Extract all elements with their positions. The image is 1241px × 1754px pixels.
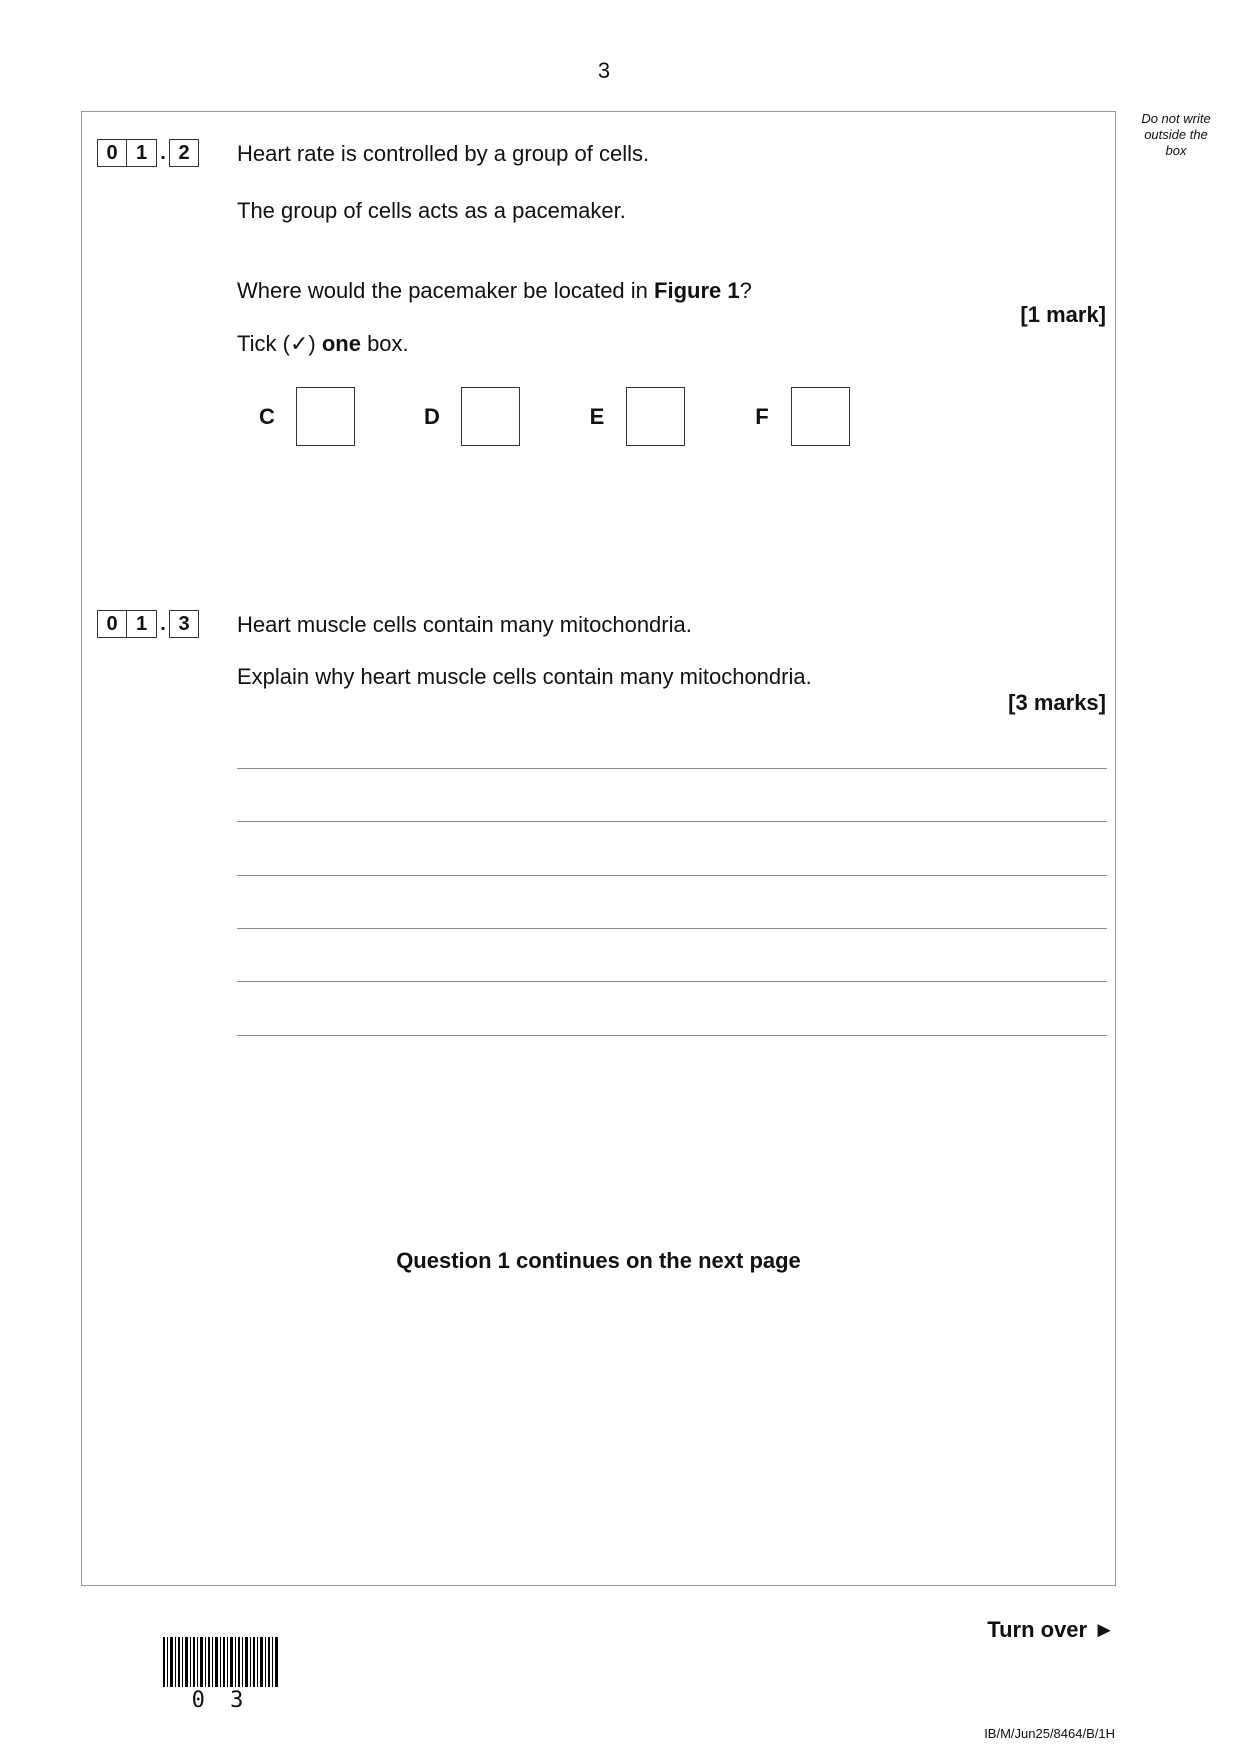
question-digit: 2: [169, 139, 199, 167]
question-number-01-2: [97, 139, 199, 167]
question-012-prompt: [237, 277, 752, 305]
tick-instruction-text: Tick (✓): [237, 331, 322, 356]
question-number-dot: .: [160, 613, 166, 635]
tick-instruction-end: box.: [360, 331, 409, 356]
question-number-dot: .: [160, 142, 166, 164]
question-digit: 0: [97, 610, 127, 638]
tick-option-e: [568, 387, 733, 446]
page-number: 3: [597, 58, 611, 83]
prompt-text: Where would the pacemaker be located in: [237, 278, 655, 303]
question-number-01-3: [97, 610, 199, 638]
question-012-line1: Heart rate is controlled by a group of cells.: [237, 141, 650, 166]
question-012-tick-instruction: [237, 330, 409, 358]
barcode-icon: [163, 1637, 278, 1687]
barcode-text: 0 3: [191, 1688, 250, 1713]
tick-option-c: [238, 387, 403, 446]
question-013-marks: [3 marks]: [1008, 690, 1106, 715]
answer-line[interactable]: [237, 981, 1107, 982]
tick-option-label: C: [259, 403, 275, 429]
question-013-line2: Explain why heart muscle cells contain many mitochondria.: [237, 664, 812, 689]
tick-options: [238, 387, 898, 446]
answer-line[interactable]: [237, 768, 1107, 769]
question-digit: 1: [127, 139, 157, 167]
question-013-line1: Heart muscle cells contain many mitochondria.: [237, 612, 692, 637]
question-digit: 0: [97, 139, 127, 167]
question-012-line2: The group of cells acts as a pacemaker.: [237, 198, 626, 223]
footer-code: IB/M/Jun25/8464/B/1H: [984, 1726, 1115, 1741]
tick-box-e[interactable]: [626, 387, 685, 446]
tick-option-label: E: [589, 403, 605, 429]
tick-box-d[interactable]: [461, 387, 520, 446]
margin-note: Do not write outside the box: [1141, 111, 1211, 158]
tick-option-d: [403, 387, 568, 446]
prompt-text-end: ?: [739, 278, 752, 303]
tick-box-f[interactable]: [791, 387, 850, 446]
turn-over-label: Turn over ►: [987, 1617, 1115, 1642]
question-012-marks: [1 mark]: [1020, 302, 1106, 327]
tick-option-f: [733, 387, 898, 446]
tick-instruction-bold: one: [321, 331, 361, 356]
answer-line[interactable]: [237, 821, 1107, 822]
tick-option-label: D: [424, 403, 440, 429]
answer-line[interactable]: [237, 875, 1107, 876]
tick-box-c[interactable]: [296, 387, 355, 446]
continues-notice: Question 1 continues on the next page: [396, 1248, 801, 1273]
answer-line[interactable]: [237, 1035, 1107, 1036]
answer-line[interactable]: [237, 928, 1107, 929]
tick-option-label: F: [755, 403, 769, 429]
question-digit: 1: [127, 610, 157, 638]
question-digit: 3: [169, 610, 199, 638]
prompt-figure-ref: Figure 1: [654, 278, 740, 303]
